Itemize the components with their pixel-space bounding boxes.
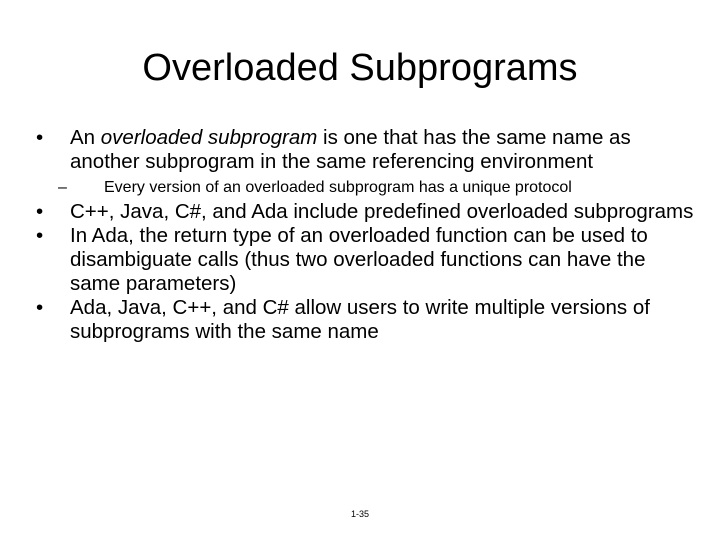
bullet-item [36, 224, 696, 296]
bullet-item [36, 200, 696, 224]
bullet-text-suffix: is one that has the same name as another subprogram in the same referencing environment [70, 126, 631, 173]
bullet-item [36, 126, 696, 174]
dash-bullet-icon: – [58, 179, 67, 196]
page-number: 1-35 [350, 509, 369, 519]
slide-body [36, 126, 696, 344]
slide-title: Overloaded Subprograms [142, 47, 578, 89]
bullet-item [36, 296, 696, 344]
bullet-dot-icon: • [36, 296, 44, 319]
sub-bullet-item [36, 178, 696, 198]
bullet-text-emphasis: overloaded subprogram [100, 126, 318, 149]
bullet-text: Ada, Java, C++, and C# allow users to write multiple versions of subprograms with the same name [70, 296, 650, 343]
sub-bullet-text: Every version of an overloaded subprogram has a unique protocol [104, 179, 572, 196]
bullet-dot-icon: • [36, 224, 44, 247]
bullet-text: C++, Java, C#, and Ada include predefined overloaded subprograms [70, 200, 694, 223]
bullet-dot-icon: • [36, 200, 44, 223]
bullet-text: In Ada, the return type of an overloaded function can be used to disambiguate calls (thus two overloaded functions can have the same parameters) [70, 224, 648, 295]
bullet-text-prefix: An [70, 126, 101, 149]
bullet-dot-icon: • [36, 126, 44, 149]
